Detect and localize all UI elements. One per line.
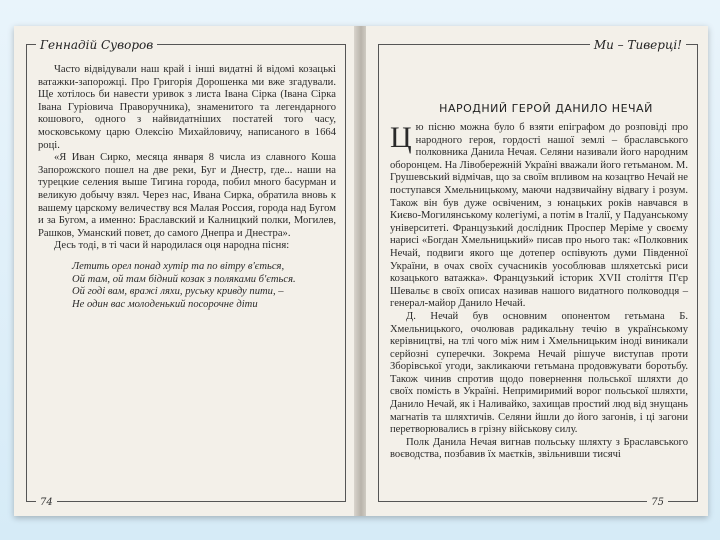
right-page-number: 75 [647, 497, 668, 508]
paragraph-text: ю пісню можна було б взяти епіграфом до розповіді про народного героя, гордості нашої землі – браславського полковника Данила Нечая. Селяни називали його народним оборонцем. На Лівобережній Україні вважали його гетьманом. М. Грушевський відмічав, що за своїм впливом на козацтво Нечай не поступався Хмельницькому, маючи надзвичайну відвагу і розум. Також він був дуже освіченим, з юнацьких років навчався в Києво-Могилянському колегіумі, а потім в Італії, у Падуанському університеті. Французький дослідник Проспер Меріме у своєму нарисі «Богдан Хмельницький» писав про нього так: «Полковник Нечай, подвиги якого ще дотепер оспівують думи Південної України, в очах своїх сучасників уособлював шляхетські риси козацького ватажка». Французький історик XVII століття П'єр Шевальє в своїх описах називав нашого видатного полководця – генерал-майор Данило Нечай. [390, 122, 688, 310]
poem-line: Ой там, ой там бідний козак з поляками б'ється. [72, 273, 296, 285]
chapter-title: НАРОДНИЙ ГЕРОЙ ДАНИЛО НЕЧАЙ [439, 102, 653, 115]
poem-line: Летить орел понад хутір та по вітру в'ється, [72, 260, 285, 272]
left-page-body [38, 64, 336, 311]
paragraph [390, 122, 688, 311]
poem-line: Не один вас молоденький посорочне діти [72, 298, 258, 310]
right-page-header: Ми – Тиверці! [590, 38, 686, 52]
paragraph: Д. Нечай був основним опонентом гетьмана Б. Хмельницького, очолював радикальну течію в українському керівництві, на тлі чого між ним і Хмельницьким іноді виникали серйозні суперечки. Зокрема Нечай рішуче виступав проти Зборівської угоди, закликаючи гетьмана продовжувати боротьбу. Також чинив спротив щодо повернення польської шляхти до своїх помість в Україні. Непримиримий ворог польської шляхти, Данило Нечай, як і Наливайко, захищав простий люд від знущань магнатів та шляхтичів. Селяни йшли до його загонів, і ці загони перетворювались в грізну військову силу. [390, 310, 688, 436]
poem-line: Ой годі вам, вражі ляхи, руську кривду пити, – [72, 286, 284, 298]
paragraph: Десь тоді, в ті часи й народилася оця народна пісня: [54, 240, 290, 252]
left-page-header: Геннадій Суворов [36, 38, 157, 52]
drop-cap: Ц [390, 121, 412, 154]
paragraph: Часто відвідували наш край і інші видатні й відомі козацькі ватажки-запорожці. Про Григорія Дорошенка ми вже згадували. Ще хотілось би навести уривок з листа Івана Сірка (Івана Сірка Івана Гуріовича Праворучника), знаменитого та легендарного кошового, одного з найвидатніших постатей того часу, московському царю Олексію Михайловичу, написаного в 1664 році. [38, 64, 336, 151]
right-page-body [390, 122, 688, 462]
paragraph: «Я Иван Сирко, месяца января 8 числа из славного Коша Запорожского пошел на две реки, Буг и Днестр, где... наши на турецкие селения выше Тигина города, побил много басурман и великую добычу взял. Через нас, Ивана Сирка, обратила вновь к вашему царскому величеству вся Малая Россия, города над Бугом и за Бугом, а именно: Браславский и Калницкий полки, Могилев, Рашков, Уманский повет, до самого Днепра и Днестра». [38, 152, 336, 239]
poem [72, 261, 336, 311]
left-page-number: 74 [36, 497, 57, 508]
right-page [366, 26, 708, 516]
book-spread [14, 26, 708, 516]
left-page [14, 26, 356, 516]
paragraph: Полк Данила Нечая вигнав польську шляхту з Браславського воєводства, позбавив їх маєтків, звільнивши тисячі [390, 436, 688, 461]
